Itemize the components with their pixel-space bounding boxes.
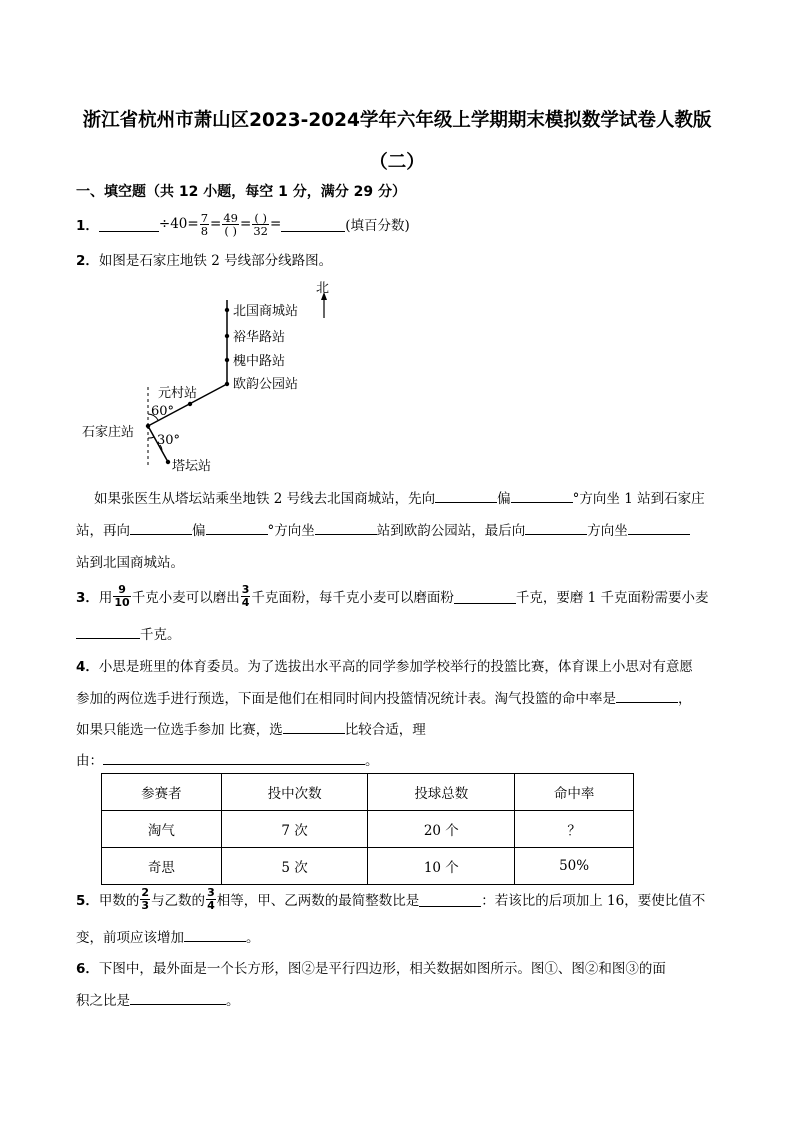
text: °方向坐 (267, 523, 315, 539)
text: 。 (226, 993, 240, 1009)
text: 小思是班里的体育委员。为了选拔出水平高的同学参加学校举行的投篮比赛，体育课上小思对有意愿 (98, 659, 693, 675)
text: 千克，要磨 1 千克面粉需要小麦 (515, 590, 709, 606)
text: 变，前项应该增加 (76, 930, 184, 946)
station-dot (225, 382, 229, 386)
table-cell: 奇思 (102, 848, 222, 885)
text: 千克。 (140, 627, 181, 643)
table-cell: 50% (515, 848, 634, 885)
section-heading: 一、填空题（共 12 小题，每空 1 分，满分 29 分） (76, 184, 406, 200)
question-6-line-2 (76, 989, 240, 1009)
table-header-row (102, 774, 634, 811)
table-cell: 10 个 (368, 848, 515, 885)
table-header: 参赛者 (102, 774, 222, 811)
answer-blank[interactable] (616, 688, 678, 703)
question-number: 3． (76, 590, 99, 606)
question-2-line-1 (94, 487, 705, 507)
equals-sign: = (210, 216, 222, 232)
fraction: $\frac{49}{( )}$ (223, 210, 238, 238)
answer-blank[interactable] (419, 892, 481, 907)
stats-table (101, 773, 634, 885)
fraction: 9 10 (114, 582, 130, 609)
question-4-line-4 (76, 749, 379, 769)
table-cell: 20 个 (368, 811, 515, 848)
station-label: 石家庄站 (82, 425, 135, 440)
answer-blank[interactable] (281, 217, 345, 232)
question-text: 如图是石家庄地铁 2 号线部分线路图。 (98, 253, 333, 269)
fraction: $\frac{( )}{32}$ (253, 210, 268, 238)
fraction: 3 4 (241, 582, 250, 609)
text: 方向坐 (587, 523, 628, 539)
answer-blank[interactable] (76, 624, 140, 639)
question-number: 4． (76, 659, 99, 675)
answer-blank[interactable] (283, 719, 345, 734)
angle-label: 30° (157, 433, 181, 448)
question-number: 6． (76, 961, 99, 977)
station-dot (166, 460, 170, 464)
station-label: 裕华路站 (233, 330, 286, 345)
equals-sign: = (240, 216, 252, 232)
answer-blank[interactable] (130, 520, 192, 535)
question-4-line-1 (76, 655, 693, 675)
fraction: 2 3 (141, 885, 150, 912)
fraction: $\frac{7}{8}$ (200, 210, 209, 238)
text: 千克面粉，每千克小麦可以磨面粉 (251, 590, 454, 606)
answer-blank[interactable] (628, 520, 690, 535)
question-2-line-3: 站到北国商城站。 (76, 555, 184, 571)
text: 如果张医生从塔坛站乘坐地铁 2 号线去北国商城站，先向 (94, 491, 436, 507)
station-label: 元村站 (158, 386, 198, 401)
question-2-intro (76, 249, 332, 269)
question-5 (76, 881, 705, 917)
answer-blank[interactable] (103, 750, 365, 765)
answer-blank[interactable] (184, 927, 246, 942)
text: 参加的两位选手进行预选，下面是他们在相同时间内投篮情况统计表。淘气投篮的命中率是 (76, 691, 616, 707)
answer-blank[interactable] (454, 589, 516, 604)
table-row (102, 848, 634, 885)
question-6-line-1 (76, 957, 666, 977)
text: 用 (98, 590, 113, 606)
table-row (102, 811, 634, 848)
angle-arc-30 (148, 437, 154, 438)
answer-blank[interactable] (206, 520, 268, 535)
question-3 (76, 578, 709, 614)
text: 如果只能选一位选手参加 比赛，选 (76, 722, 283, 738)
answer-blank[interactable] (525, 520, 587, 535)
station-label: 塔坛站 (172, 459, 212, 474)
question-2-line-2 (76, 519, 690, 539)
page-subtitle: （二） (369, 152, 425, 173)
text: 站，再向 (76, 523, 130, 539)
text: 相等，甲、乙两数的最简整数比是 (216, 893, 420, 909)
answer-blank[interactable] (130, 990, 226, 1005)
text: °方向坐 1 站到石家庄 (572, 491, 705, 507)
text: 站到欧韵公园站，最后向 (376, 523, 526, 539)
table-cell: 7 次 (221, 811, 368, 848)
station-label: 北国商城站 (233, 304, 299, 319)
text: 积之比是 (76, 993, 130, 1009)
question-1 (76, 206, 410, 242)
table-cell: ？ (515, 811, 634, 848)
question-number: 2． (76, 253, 99, 269)
q1-division: ÷40= (158, 216, 199, 232)
q1-suffix: (填百分数) (345, 218, 410, 234)
answer-blank[interactable] (511, 488, 573, 503)
angle-label: 60° (151, 404, 175, 419)
station-dot (188, 402, 192, 406)
text: 比较合适，理 (344, 722, 426, 738)
page-title: 浙江省杭州市萧山区2023-2024学年六年级上学期期末模拟数学试卷人教版 (82, 110, 712, 131)
question-number: 5． (76, 893, 99, 909)
text: 与乙数的 (151, 893, 206, 909)
question-4-line-3 (76, 718, 426, 738)
station-dot (225, 308, 229, 312)
text: 偏 (192, 523, 206, 539)
table-header: 投球总数 (368, 774, 515, 811)
text: 甲数的 (98, 893, 140, 909)
text: ， (678, 691, 692, 707)
table-cell: 5 次 (221, 848, 368, 885)
question-4-line-2 (76, 687, 692, 707)
text: 偏 (497, 491, 511, 507)
text: 千克小麦可以磨出 (131, 590, 240, 606)
station-label: 欧韵公园站 (233, 377, 299, 392)
table-header: 投中次数 (221, 774, 368, 811)
equals-sign: = (269, 216, 282, 232)
table-header: 命中率 (515, 774, 634, 811)
answer-blank[interactable] (99, 217, 159, 232)
north-label: 北 (316, 281, 330, 296)
text: 。 (246, 930, 260, 946)
question-number: 1． (76, 218, 99, 234)
text: 下图中，最外面是一个长方形，图②是平行四边形，相关数据如图所示。图①、图②和图③的面 (98, 961, 666, 977)
question-3-line-2 (76, 623, 181, 643)
question-5-line-2 (76, 926, 260, 946)
text: 。 (365, 753, 379, 769)
station-label: 槐中路站 (233, 354, 286, 369)
answer-blank[interactable] (315, 520, 377, 535)
station-dot (225, 334, 229, 338)
table-cell: 淘气 (102, 811, 222, 848)
station-dot (146, 424, 150, 428)
station-dot (225, 358, 229, 362)
text: ：若该比的后项加上 16，要使比值不 (481, 893, 706, 909)
metro-map (74, 276, 364, 481)
answer-blank[interactable] (435, 488, 497, 503)
fraction: 3 4 (207, 885, 215, 912)
text: 由： (76, 753, 103, 769)
